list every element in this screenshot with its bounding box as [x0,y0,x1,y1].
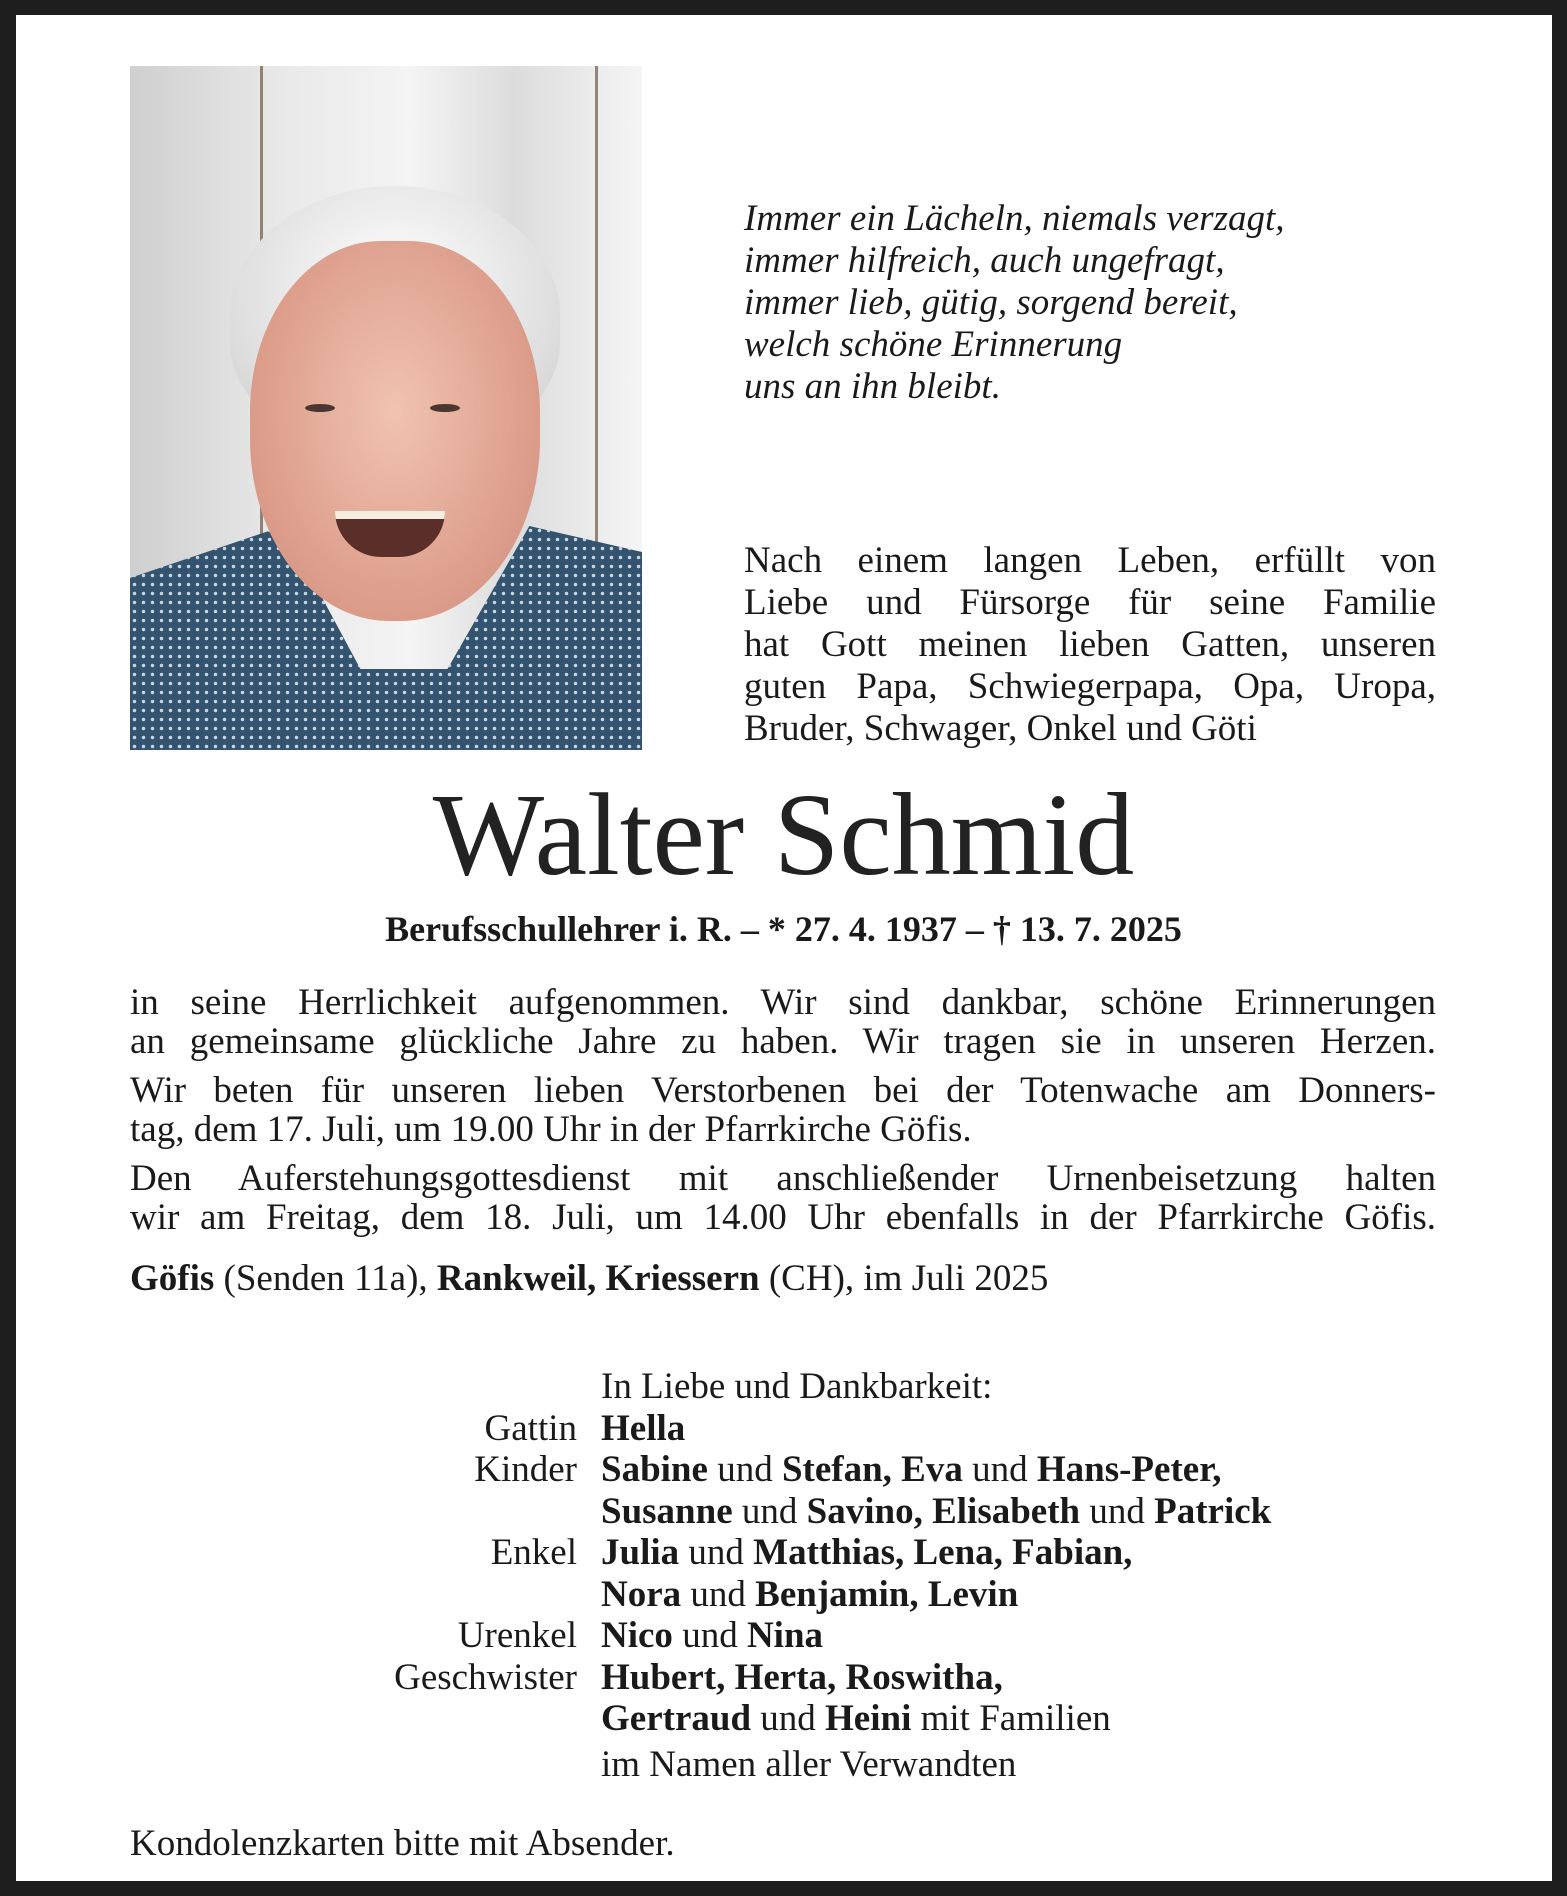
conjunction: mit Familien [911,1698,1111,1739]
family-heading: In Liebe und Dankbarkeit: [601,1366,993,1407]
conjunction: und [732,1490,807,1532]
family-name: Heini [825,1698,912,1739]
conjunction: und [1080,1490,1155,1532]
family-name: Nora [601,1573,682,1615]
family-name: Benjamin, Levin [755,1573,1019,1615]
family-label: Urenkel [457,1615,577,1656]
family-label: Geschwister [394,1656,577,1698]
place-bold: Göfis [130,1258,215,1299]
family-name: Hans-Peter, [1036,1449,1222,1490]
body-line: wir am Freitag, dem 18. Juli, um 14.00 Uhr ebenfalls in der Pfarrkirche Göfis. [130,1197,1436,1238]
place-bold: Rankweil, Kriessern [436,1258,760,1299]
body-text [130,983,1436,1298]
body-line: an gemeinsame glückliche Jahre zu haben. Wir tragen sie in unseren Herzen. [130,1021,1436,1062]
family-name: Hella [601,1407,686,1449]
deceased-name: Walter Schmid [432,769,1135,900]
family-row-urenkel [130,1615,1436,1657]
poem-line: uns an ihn bleibt. [744,366,1001,407]
poem-line: immer lieb, gütig, sorgend bereit, [744,282,1238,323]
intro-line: Liebe und Fürsorge für seine Familie [744,582,1436,623]
family-name: Nico [601,1615,673,1656]
intro-line: Nach einem langen Leben, erfüllt von [744,540,1436,581]
family-name: Susanne [601,1490,733,1532]
footer-note: Kondolenzkarten bitte mit Absender. [130,1823,675,1864]
profession-dates: Berufsschullehrer i. R. – * 27. 4. 1937 – † 13. 7. 2025 [385,909,1182,949]
family-name: Hubert, Herta, Roswitha, [601,1656,1003,1698]
poem-line: welch schöne Erinnerung [744,324,1123,365]
place-date-line [130,1259,1436,1298]
poem-line: immer hilfreich, auch ungefragt, [744,240,1225,281]
family-name: Sabine [601,1449,708,1490]
face [250,241,540,621]
family-name: Gertraud [601,1698,752,1739]
conjunction: und [679,1532,754,1573]
body-line: Wir beten für unseren lieben Verstorbenen bei der Totenwache am Donners- [130,1070,1436,1111]
poem [744,198,1285,408]
family-label: Enkel [490,1532,577,1573]
conjunction: und [962,1449,1037,1490]
family-row-geschwister [130,1657,1436,1699]
conjunction: und [707,1449,782,1490]
family-name: Patrick [1154,1490,1272,1532]
eye [430,404,460,412]
conjunction: und [751,1698,826,1739]
eye [305,404,335,412]
portrait-photo [130,66,642,750]
family-label: Gattin [484,1407,577,1449]
family-row-gattin [130,1408,1436,1450]
body-line: tag, dem 17. Juli, um 19.00 Uhr in der Pfarrkirche Göfis. [130,1109,972,1150]
conjunction: und [681,1573,756,1615]
family-name: Julia [601,1532,680,1573]
family-closing: im Namen aller Verwandten [601,1743,1017,1785]
place-text: (CH), im Juli 2025 [759,1258,1049,1299]
intro-text [744,540,1436,750]
place-text: (Senden 11a), [214,1258,437,1299]
family-row-enkel [130,1532,1436,1574]
family-list [130,1366,1436,1785]
family-name: Stefan, Eva [781,1449,963,1490]
intro-line: guten Papa, Schwiegerpapa, Opa, Uropa, [744,666,1436,707]
intro-line: hat Gott meinen lieben Gatten, unseren [744,624,1436,665]
family-name: Savino, Elisabeth [806,1490,1081,1532]
family-row-kinder [130,1449,1436,1491]
body-line: Den Auferstehungsgottesdienst mit anschließender Urnenbeisetzung halten [130,1158,1436,1199]
family-label: Kinder [474,1449,577,1490]
intro-line: Bruder, Schwager, Onkel und Göti [744,708,1257,749]
family-name: Matthias, Lena, Fabian, [753,1532,1133,1573]
family-name: Nina [746,1615,824,1656]
poem-line: Immer ein Lächeln, niemals verzagt, [744,198,1285,239]
body-line: in seine Herrlichkeit aufgenommen. Wir sind dankbar, schöne Erinnerungen [130,982,1436,1023]
conjunction: und [672,1615,747,1656]
